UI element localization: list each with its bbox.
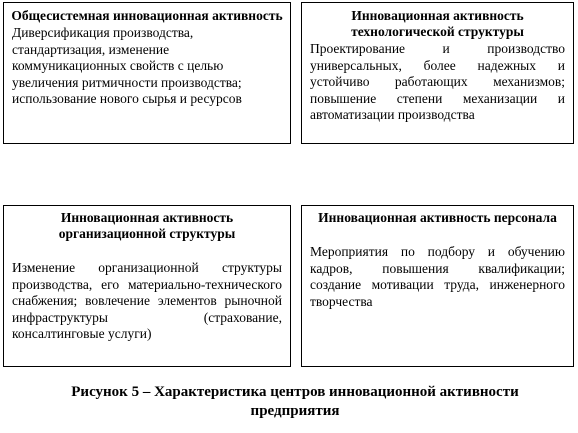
box-body: Мероприятия по подбору и обучению кадров, повышения квалификации; создание мотивации труда, инженерного творчества <box>310 244 565 309</box>
box-body: Диверсификация производства, стандартизация, изменение коммуникационных свойств с целью увеличения ритмичности производства; использование нового сырья и ресурсов <box>12 25 242 106</box>
box-title: Общесистемная инновационная активность <box>11 8 283 23</box>
box-body: Изменение организационной структуры производства, его материально-технического снабжения; вовлечение элементов рыночной инфраструктуры (страхование, консалтинговые услуги) <box>12 260 282 341</box>
box-title: Инновационная активность персонала <box>318 210 557 225</box>
figure-caption: Рисунок 5 – Характеристика центров инновационной активности предприятия <box>71 384 519 419</box>
box-title: Инновационная активность организационной структуры <box>58 210 236 241</box>
box-technological-structure <box>301 2 574 144</box>
box-personnel <box>301 205 574 367</box>
box-body: Проектирование и производство универсальных, более надежных и устойчиво работающих механизмов; повышение степени механизации и автоматизации производства <box>310 41 565 122</box>
box-title: Инновационная активность технологической структуры <box>351 8 524 39</box>
box-organizational-structure <box>3 205 291 367</box>
box-systemwide-activity <box>3 2 291 144</box>
